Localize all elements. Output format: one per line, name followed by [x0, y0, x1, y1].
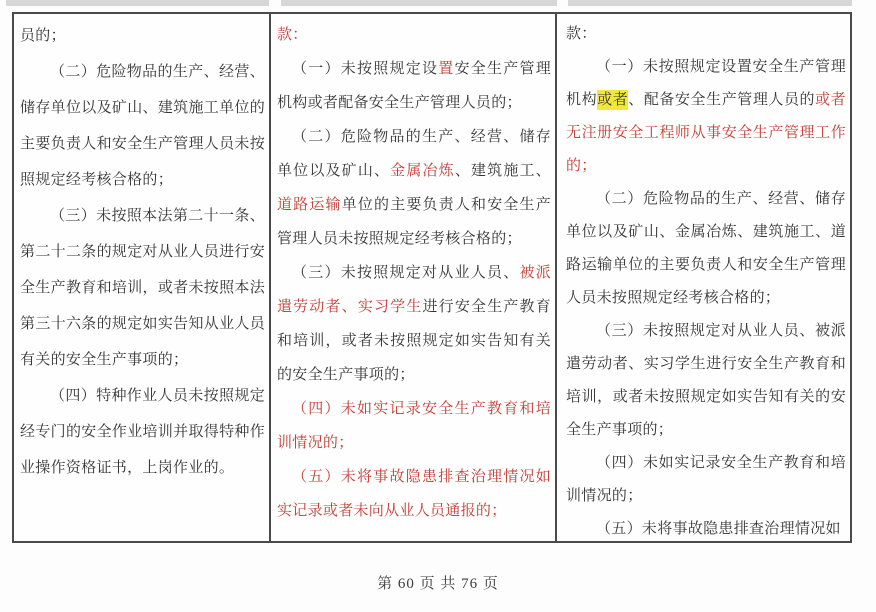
paragraph — [566, 18, 846, 51]
body-text: （一）未按照规定设置安全生产管理机构 — [566, 59, 846, 108]
body-text: （四）特种作业人员未按照规定经专门的安全作业培训并取得特种作业操作资格证书，上岗作业的。 — [20, 388, 265, 476]
page-top-edge-middle — [281, 0, 557, 6]
paragraph — [277, 460, 551, 528]
revision-text: 被派遣劳动者、实习学生 — [277, 265, 551, 315]
table-column-left — [14, 14, 271, 541]
table-column-right — [557, 14, 850, 541]
paragraph — [277, 120, 551, 256]
paragraph — [277, 52, 551, 120]
body-text: 安全生产管理机构或者配备安全生产管理人员的； — [277, 61, 551, 111]
body-text: （二）危险物品的生产、经营、储存单位以及矿山、建筑施工单位的主要负责人和安全生产管理人员未按照规定经考核合格的； — [20, 64, 265, 188]
paragraph — [20, 378, 265, 486]
table-column-middle — [271, 14, 557, 541]
revision-text: 置 — [438, 61, 455, 77]
body-text: 单位的主要负责人和安全生产管理人员未按照规定经考核合格的； — [277, 197, 552, 247]
body-text: （一）未按照规定设 — [292, 61, 439, 77]
revision-text: 道路运输 — [277, 197, 342, 213]
body-text: 进行安全生产教育和培训，或者未按照规定如实告知有关的安全生产事项的； — [277, 299, 551, 383]
page-number: 第 60 页 共 76 页 — [377, 576, 499, 592]
revision-text: 款： — [277, 27, 308, 43]
revision-text: 金属冶炼 — [390, 163, 455, 179]
revision-text: （五）未将事故隐患排查治理情况如实记录或者未向从业人员通报的； — [277, 469, 551, 519]
body-text: 款： — [566, 26, 597, 42]
body-text: 员的； — [20, 28, 66, 44]
paragraph — [277, 256, 551, 392]
paragraph — [277, 18, 551, 52]
body-text: 、配备安全生产管理人员的 — [628, 92, 816, 108]
body-text: （三）未按照规定对从业人员、 — [292, 265, 520, 281]
page-top-edge-right — [568, 0, 852, 6]
body-text: （三）未按照本法第二十一条、第二十二条的规定对从业人员进行安全生产教育和培训，或者未按照本法第三十六条的规定如实告知从业人员有关的安全生产事项的； — [20, 208, 265, 368]
paragraph — [566, 447, 846, 513]
body-text: （二）危险物品的生产、经营、储存单位以及矿山、 — [277, 129, 551, 179]
law-comparison-table — [12, 12, 852, 543]
body-text: （四）未如实记录安全生产教育和培训情况的； — [566, 455, 846, 504]
body-text: （五）未将事故隐患排查治理情况如 — [596, 521, 841, 537]
paragraph — [566, 51, 846, 183]
body-text: 、建筑施工、 — [454, 163, 551, 179]
paragraph — [566, 513, 846, 541]
revision-text: 或者无注册安全工程师从事安全生产管理工作的； — [566, 92, 846, 174]
paragraph — [20, 198, 265, 378]
paragraph — [277, 392, 551, 460]
paragraph — [566, 315, 846, 447]
paragraph — [20, 18, 265, 54]
paragraph — [20, 54, 265, 198]
revision-text: （四）未如实记录安全生产教育和培训情况的； — [277, 401, 551, 451]
body-text: （三）未按照规定对从业人员、被派遣劳动者、实习学生进行安全生产教育和培训，或者未按照规定如实告知有关的安全生产事项的； — [566, 323, 846, 438]
page-top-edge-left — [6, 0, 269, 6]
highlighted-text: 或者 — [597, 92, 629, 108]
body-text: （二）危险物品的生产、经营、储存单位以及矿山、金属冶炼、建筑施工、道路运输单位的主要负责人和安全生产管理人员未按照规定经考核合格的； — [566, 191, 846, 306]
paragraph — [566, 183, 846, 315]
